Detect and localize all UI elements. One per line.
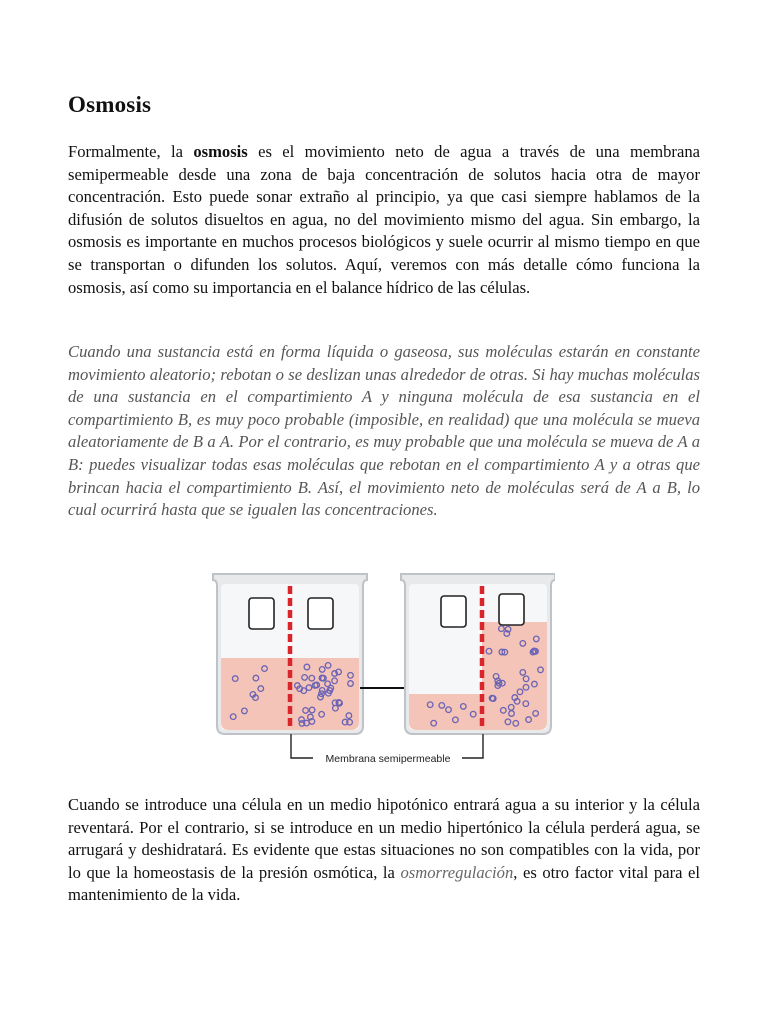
piston-left-a — [249, 598, 274, 629]
osmoregulation-term: osmorregulación — [400, 862, 514, 882]
intro-text-rest: es el movimiento neto de agua a través de una membrana semipermeable desde una zona de baja concentración de solutos hacia otra de mayor concentración. Esto puede sonar extraño al principio, ya que casi siempre hablamos de la difusión de solutos disueltos en agua, no del movimiento mismo del agua. Sin embargo, la osmosis es importante en muchos procesos biológicos y suele ocurrir al mismo tiempo en que se transportan o difunden los solutos. Aquí, veremos con más detalle cómo funciona la osmosis, así como su importancia en el balance hídrico de las células. — [68, 142, 700, 297]
intro-text-start: Formalmente, la — [68, 142, 194, 161]
intro-paragraph — [68, 141, 700, 299]
tonicity-text-rest: , es otro factor vital para el mantenimiento de la vida. — [68, 862, 700, 905]
piston-left-b — [308, 598, 333, 629]
piston-right-b — [499, 594, 524, 625]
osmosis-term: osmosis — [193, 142, 248, 161]
membrane-caption: Membrana semipermeable — [325, 753, 451, 765]
osmosis-diagram — [205, 566, 555, 768]
diffusion-paragraph: Cuando una sustancia está en forma líquida o gaseosa, sus moléculas estarán en constante movimiento aleatorio; rebotan o se deslizan unas alrededor de otras. Si hay muchas moléculas de una sustancia en el compartimiento A y ninguna molécula de esa sustancia en el compartimiento B, es muy poco probable (imposible, en realidad) que una molécula se mueva aleatoriamente de B a A. Por el contrario, es muy probable que una molécula se mueva de A a B: puedes visualizar todas esas moléculas que rebotan en el compartimiento A y a otras que brincan hacia el compartimiento B. Así, el movimiento neto de moléculas será de A a B, lo cual ocurrirá hasta que se igualen las concentraciones. — [68, 342, 700, 520]
beaker-before — [213, 574, 367, 734]
piston-right-a — [441, 596, 466, 627]
document-title: Osmosis — [68, 92, 152, 117]
tonicity-paragraph — [68, 794, 700, 907]
tonicity-text-start: Cuando se introduce una célula en un medio hipotónico entrará agua a su interior y la célula reventará. Por el contrario, si se introduce en un medio hipertónico la célula perderá agua, se arrugará y deshidratará. Es evidente que estas situaciones no son compatibles con la vida, por lo que la homeostasis de la presión osmótica, la — [68, 795, 700, 882]
beaker-after — [401, 574, 555, 734]
